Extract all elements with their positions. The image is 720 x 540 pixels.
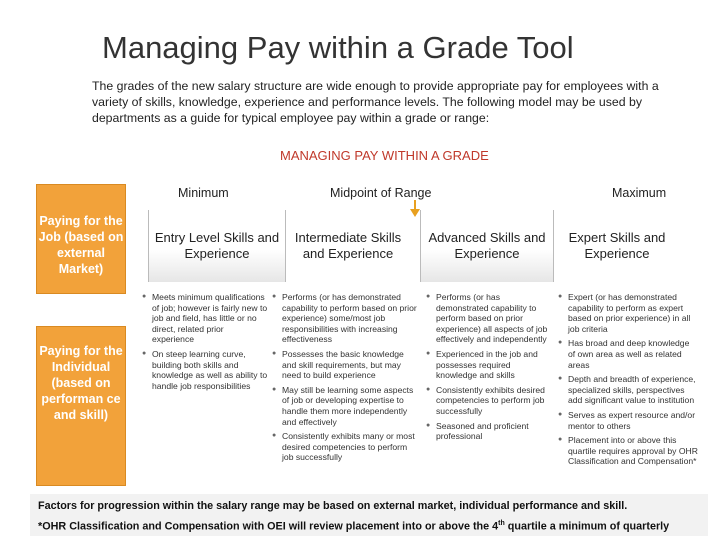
- list-item: ● Performs (or has demonstrated capability to perform based on prior experience) some/most job responsibilities with increasing effectiveness: [272, 292, 418, 345]
- range-minimum-label: Minimum: [178, 186, 229, 200]
- paying-for-individual-box: Paying for the Individual (based on performan ce and skill): [36, 326, 126, 486]
- quartile-advanced-label: Advanced Skills and Experience: [420, 210, 554, 282]
- list-item: ● Meets minimum qualifications of job; however is fairly new to job and field, has little or no direct, related prior experience: [142, 292, 268, 345]
- model-title: MANAGING PAY WITHIN A GRADE: [280, 148, 489, 163]
- quartile-entry-label: Entry Level Skills and Experience: [148, 210, 286, 282]
- list-item: ● Consistently exhibits many or most desired competencies to perform job successfully: [272, 431, 418, 463]
- range-maximum-label: Maximum: [612, 186, 667, 200]
- list-item: ● On steep learning curve, building both skills and knowledge as well as ability to handle job responsibilities: [142, 349, 268, 391]
- intro-paragraph: The grades of the new salary structure are wide enough to provide appropriate pay for employees with a variety of skills, knowledge, experience and performance levels. The following model may be used by departments as a guide for typical employee pay within a grade or range:: [92, 79, 659, 125]
- paying-for-job-box: Paying for the Job (based on external Market): [36, 184, 126, 294]
- footer-ohr-note: *OHR Classification and Compensation with OEI will review placement into or above the 4th quartile a minimum of quarterly: [38, 520, 670, 533]
- quartile-intermediate-label: Intermediate Skills and Experience: [294, 230, 402, 261]
- advanced-bullet-list: [426, 292, 550, 446]
- entry-bullet-list: [142, 292, 268, 395]
- list-item: ● Has broad and deep knowledge of own area as well as related areas: [558, 338, 698, 370]
- list-item: ● Expert (or has demonstrated capability to perform as expert based on prior experience) in all job criteria: [558, 292, 698, 334]
- list-item: ● Experienced in the job and possesses required knowledge and skills: [426, 349, 550, 381]
- list-item: ● Depth and breadth of experience, specialized skills, perspectives add significant value to institution: [558, 374, 698, 406]
- expert-bullet-list: [558, 292, 698, 471]
- list-item: ● Placement into or above this quartile requires approval by OHR Classification and Compensation*: [558, 435, 698, 467]
- intermediate-bullet-list: [272, 292, 418, 467]
- footer-progression-note: Factors for progression within the salary range may be based on external market, individual performance and skill.: [38, 500, 628, 512]
- quartile-expert-label: Expert Skills and Experience: [568, 230, 666, 261]
- list-item: ● Performs (or has demonstrated capability to perform based on prior experience) all aspects of job effectively and independently: [426, 292, 550, 345]
- range-midpoint-label: Midpoint of Range: [330, 186, 432, 200]
- list-item: ● Possesses the basic knowledge and skill requirements, but may need to build experience: [272, 349, 418, 381]
- page-title: Managing Pay within a Grade Tool: [102, 30, 574, 65]
- list-item: ● Seasoned and proficient professional: [426, 421, 550, 442]
- list-item: ● Consistently exhibits desired competencies to perform job successfully: [426, 385, 550, 417]
- list-item: ● Serves as expert resource and/or mentor to others: [558, 410, 698, 431]
- list-item: ● May still be learning some aspects of job or developing expertise to handle them more independently and effectively: [272, 385, 418, 427]
